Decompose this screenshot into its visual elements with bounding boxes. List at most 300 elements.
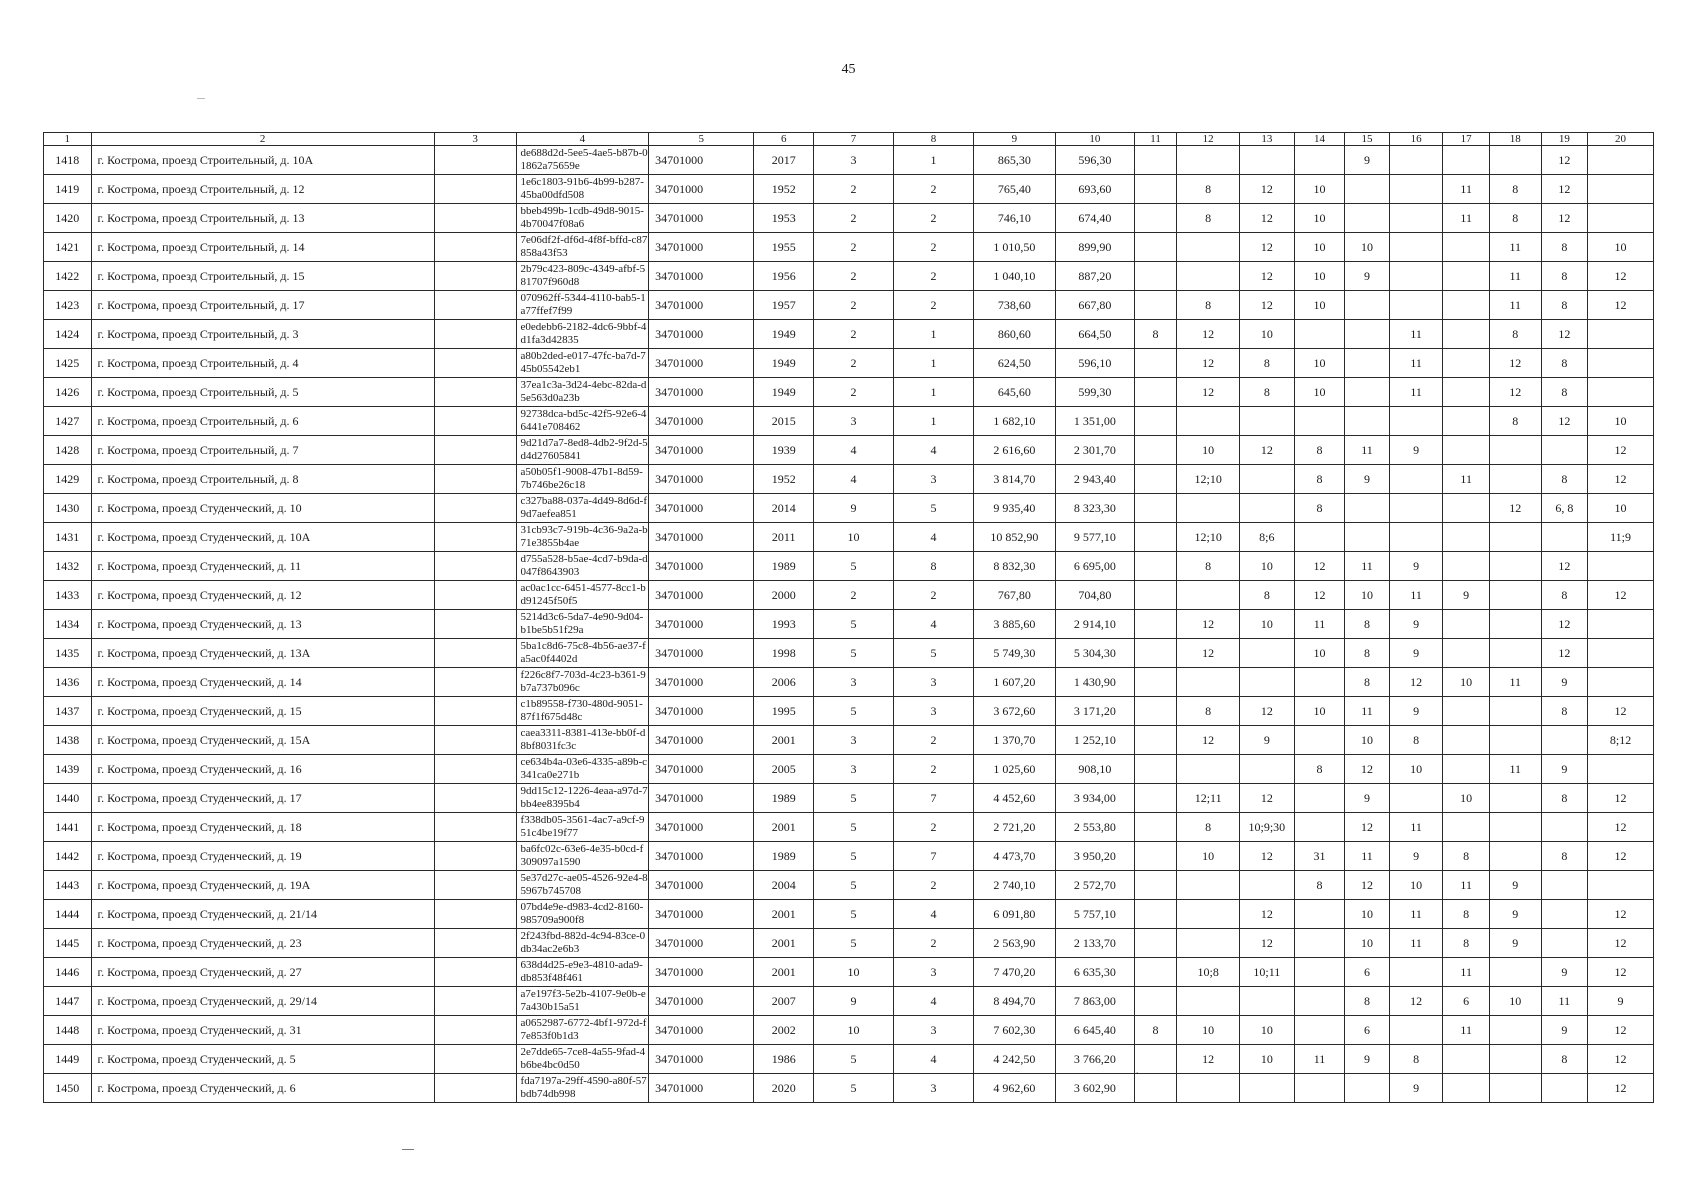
cell-col-20: 8;12 [1588,726,1654,755]
cell-col-20: 12 [1588,1016,1654,1045]
cell-col-19: 8 [1541,233,1588,262]
register-table [43,132,1654,1103]
cell-col-17: 10 [1443,784,1490,813]
cell-col-18: 8 [1489,320,1541,349]
cell-col-4: a50b05f1-9008-47b1-8d59-7b746be26c18 [516,465,649,494]
cell-col-8: 8 [893,552,973,581]
column-header-7: 7 [814,133,894,146]
cell-col-9: 3 672,60 [973,697,1055,726]
scan-mark [402,1149,414,1150]
cell-col-9: 8 832,30 [973,552,1055,581]
cell-col-1: 1442 [44,842,92,871]
cell-col-7: 2 [814,291,894,320]
cell-col-20 [1588,871,1654,900]
cell-col-1: 1420 [44,204,92,233]
cell-col-5: 34701000 [649,1074,754,1103]
cell-col-19: 8 [1541,842,1588,871]
cell-col-9: 1 370,70 [973,726,1055,755]
cell-col-6: 2007 [754,987,814,1016]
cell-col-7: 2 [814,581,894,610]
cell-col-16: 9 [1389,697,1443,726]
cell-col-14 [1294,929,1345,958]
cell-col-1: 1444 [44,900,92,929]
cell-col-12 [1177,929,1240,958]
cell-col-19: 11 [1541,987,1588,1016]
column-header-11: 11 [1134,133,1177,146]
cell-col-13 [1240,871,1295,900]
table-row [44,233,1654,262]
cell-col-20: 12 [1588,1074,1654,1103]
cell-col-1: 1450 [44,1074,92,1103]
cell-col-19 [1541,1074,1588,1103]
cell-col-6: 2001 [754,900,814,929]
cell-col-20: 12 [1588,784,1654,813]
cell-col-3 [434,842,516,871]
cell-col-3 [434,639,516,668]
cell-col-11 [1134,900,1177,929]
cell-col-16: 9 [1389,1074,1443,1103]
cell-col-10: 5 757,10 [1055,900,1134,929]
cell-col-17: 11 [1443,175,1490,204]
cell-col-13: 12 [1240,929,1295,958]
cell-col-17 [1443,378,1490,407]
table-row [44,697,1654,726]
cell-col-2: г. Кострома, проезд Студенческий, д. 16 [91,755,434,784]
cell-col-7: 2 [814,204,894,233]
cell-col-10: 596,30 [1055,146,1134,175]
cell-col-1: 1446 [44,958,92,987]
cell-col-18 [1489,1074,1541,1103]
cell-col-6: 1993 [754,610,814,639]
cell-col-2: г. Кострома, проезд Студенческий, д. 13 [91,610,434,639]
cell-col-1: 1447 [44,987,92,1016]
cell-col-20: 12 [1588,697,1654,726]
cell-col-15: 10 [1345,900,1390,929]
cell-col-14 [1294,726,1345,755]
column-header-18: 18 [1489,133,1541,146]
cell-col-1: 1424 [44,320,92,349]
cell-col-13: 10 [1240,320,1295,349]
cell-col-4: 31cb93c7-919b-4c36-9a2a-b71e3855b4ae [516,523,649,552]
cell-col-13: 12 [1240,842,1295,871]
cell-col-20: 12 [1588,958,1654,987]
cell-col-13 [1240,1074,1295,1103]
cell-col-11 [1134,639,1177,668]
cell-col-16 [1389,407,1443,436]
cell-col-12 [1177,668,1240,697]
column-header-10: 10 [1055,133,1134,146]
cell-col-15: 8 [1345,610,1390,639]
cell-col-5: 34701000 [649,146,754,175]
cell-col-7: 5 [814,784,894,813]
cell-col-11 [1134,494,1177,523]
cell-col-2: г. Кострома, проезд Строительный, д. 10А [91,146,434,175]
cell-col-6: 2001 [754,929,814,958]
cell-col-18 [1489,784,1541,813]
cell-col-19 [1541,726,1588,755]
cell-col-3 [434,378,516,407]
cell-col-20 [1588,552,1654,581]
cell-col-17: 11 [1443,465,1490,494]
cell-col-4: 2e7dde65-7ce8-4a55-9fad-4b6be4bc0d50 [516,1045,649,1074]
cell-col-19: 12 [1541,146,1588,175]
cell-col-8: 2 [893,291,973,320]
cell-col-13 [1240,755,1295,784]
cell-col-4: f338db05-3561-4ac7-a9cf-951c4be19f77 [516,813,649,842]
cell-col-13: 9 [1240,726,1295,755]
table-row [44,842,1654,871]
cell-col-11 [1134,262,1177,291]
table-row [44,291,1654,320]
cell-col-15: 11 [1345,842,1390,871]
cell-col-13: 10 [1240,552,1295,581]
cell-col-9: 767,80 [973,581,1055,610]
cell-col-11 [1134,349,1177,378]
table-row [44,900,1654,929]
cell-col-4: 5ba1c8d6-75c8-4b56-ae37-fa5ac0f4402d [516,639,649,668]
cell-col-7: 5 [814,639,894,668]
cell-col-15 [1345,349,1390,378]
cell-col-6: 2015 [754,407,814,436]
cell-col-5: 34701000 [649,842,754,871]
cell-col-6: 1949 [754,349,814,378]
cell-col-9: 4 452,60 [973,784,1055,813]
cell-col-20: 10 [1588,494,1654,523]
cell-col-11 [1134,1045,1177,1074]
cell-col-8: 2 [893,726,973,755]
column-header-12: 12 [1177,133,1240,146]
cell-col-12: 12 [1177,1045,1240,1074]
column-header-17: 17 [1443,133,1490,146]
cell-col-5: 34701000 [649,1016,754,1045]
cell-col-16: 11 [1389,813,1443,842]
cell-col-14: 8 [1294,494,1345,523]
cell-col-1: 1426 [44,378,92,407]
cell-col-4: ba6fc02c-63e6-4e35-b0cd-f309097a1590 [516,842,649,871]
cell-col-11 [1134,378,1177,407]
cell-col-4: 9d21d7a7-8ed8-4db2-9f2d-5d4d27605841 [516,436,649,465]
cell-col-15: 9 [1345,1045,1390,1074]
cell-col-1: 1425 [44,349,92,378]
cell-col-9: 738,60 [973,291,1055,320]
cell-col-10: 674,40 [1055,204,1134,233]
cell-col-3 [434,320,516,349]
cell-col-12: 8 [1177,175,1240,204]
cell-col-2: г. Кострома, проезд Студенческий, д. 31 [91,1016,434,1045]
cell-col-15: 12 [1345,871,1390,900]
table-row [44,378,1654,407]
cell-col-12: 12;10 [1177,465,1240,494]
cell-col-3 [434,871,516,900]
cell-col-8: 2 [893,755,973,784]
cell-col-14: 11 [1294,1045,1345,1074]
column-header-19: 19 [1541,133,1588,146]
cell-col-16: 11 [1389,929,1443,958]
cell-col-19: 8 [1541,581,1588,610]
cell-col-3 [434,523,516,552]
cell-col-3 [434,813,516,842]
cell-col-3 [434,697,516,726]
cell-col-16: 12 [1389,668,1443,697]
cell-col-19: 9 [1541,1016,1588,1045]
column-header-3: 3 [434,133,516,146]
cell-col-5: 34701000 [649,291,754,320]
cell-col-7: 5 [814,1074,894,1103]
cell-col-4: a7e197f3-5e2b-4107-9e0b-e7a430b15a51 [516,987,649,1016]
cell-col-2: г. Кострома, проезд Студенческий, д. 6 [91,1074,434,1103]
cell-col-20: 12 [1588,929,1654,958]
cell-col-2: г. Кострома, проезд Строительный, д. 5 [91,378,434,407]
cell-col-18: 11 [1489,291,1541,320]
cell-col-8: 3 [893,1016,973,1045]
cell-col-18: 10 [1489,987,1541,1016]
cell-col-10: 6 695,00 [1055,552,1134,581]
cell-col-13: 12 [1240,262,1295,291]
cell-col-2: г. Кострома, проезд Студенческий, д. 10А [91,523,434,552]
cell-col-1: 1429 [44,465,92,494]
cell-col-20 [1588,349,1654,378]
cell-col-4: ac0ac1cc-6451-4577-8cc1-bd91245f50f5 [516,581,649,610]
cell-col-15: 11 [1345,552,1390,581]
cell-col-17: 8 [1443,929,1490,958]
cell-col-16 [1389,291,1443,320]
cell-col-14 [1294,900,1345,929]
cell-col-8: 1 [893,320,973,349]
cell-col-2: г. Кострома, проезд Строительный, д. 17 [91,291,434,320]
cell-col-15 [1345,407,1390,436]
cell-col-20: 12 [1588,465,1654,494]
cell-col-10: 1 430,90 [1055,668,1134,697]
cell-col-17 [1443,813,1490,842]
cell-col-19 [1541,523,1588,552]
cell-col-7: 2 [814,233,894,262]
cell-col-3 [434,900,516,929]
cell-col-10: 2 572,70 [1055,871,1134,900]
cell-col-17 [1443,407,1490,436]
cell-col-18: 11 [1489,755,1541,784]
cell-col-20 [1588,668,1654,697]
cell-col-15: 11 [1345,697,1390,726]
cell-col-4: bbeb499b-1cdb-49d8-9015-4b70047f08a6 [516,204,649,233]
cell-col-6: 2014 [754,494,814,523]
scan-mark [197,98,205,99]
cell-col-15 [1345,204,1390,233]
cell-col-9: 3 885,60 [973,610,1055,639]
cell-col-16: 9 [1389,552,1443,581]
column-header-14: 14 [1294,133,1345,146]
cell-col-18: 9 [1489,900,1541,929]
cell-col-3 [434,929,516,958]
cell-col-9: 2 616,60 [973,436,1055,465]
cell-col-8: 7 [893,784,973,813]
table-row [44,1016,1654,1045]
page-number: 45 [841,62,856,77]
cell-col-10: 1 351,00 [1055,407,1134,436]
cell-col-6: 1949 [754,320,814,349]
cell-col-20 [1588,175,1654,204]
cell-col-5: 34701000 [649,697,754,726]
cell-col-9: 2 563,90 [973,929,1055,958]
cell-col-12: 8 [1177,204,1240,233]
cell-col-6: 1939 [754,436,814,465]
cell-col-9: 860,60 [973,320,1055,349]
cell-col-1: 1440 [44,784,92,813]
cell-col-7: 5 [814,900,894,929]
column-header-13: 13 [1240,133,1295,146]
cell-col-4: 070962ff-5344-4110-bab5-1a77ffef7f99 [516,291,649,320]
cell-col-12 [1177,755,1240,784]
cell-col-5: 34701000 [649,900,754,929]
cell-col-2: г. Кострома, проезд Строительный, д. 8 [91,465,434,494]
cell-col-19 [1541,436,1588,465]
cell-col-11 [1134,958,1177,987]
cell-col-5: 34701000 [649,639,754,668]
cell-col-3 [434,726,516,755]
cell-col-13 [1240,146,1295,175]
cell-col-18 [1489,1016,1541,1045]
cell-col-15 [1345,523,1390,552]
cell-col-15: 10 [1345,581,1390,610]
cell-col-17 [1443,146,1490,175]
cell-col-11 [1134,784,1177,813]
table-row [44,146,1654,175]
table-row [44,175,1654,204]
column-header-4: 4 [516,133,649,146]
cell-col-10: 3 766,20 [1055,1045,1134,1074]
cell-col-13: 12 [1240,233,1295,262]
cell-col-14: 12 [1294,552,1345,581]
cell-col-20 [1588,204,1654,233]
table-row [44,204,1654,233]
cell-col-10: 3 602,90 [1055,1074,1134,1103]
cell-col-5: 34701000 [649,668,754,697]
cell-col-2: г. Кострома, проезд Студенческий, д. 15А [91,726,434,755]
cell-col-1: 1432 [44,552,92,581]
cell-col-9: 7 470,20 [973,958,1055,987]
cell-col-8: 3 [893,1074,973,1103]
cell-col-15 [1345,291,1390,320]
cell-col-20: 12 [1588,262,1654,291]
cell-col-3 [434,465,516,494]
cell-col-7: 2 [814,378,894,407]
cell-col-1: 1433 [44,581,92,610]
cell-col-2: г. Кострома, проезд Строительный, д. 13 [91,204,434,233]
cell-col-6: 1952 [754,465,814,494]
cell-col-18: 12 [1489,349,1541,378]
cell-col-3 [434,610,516,639]
cell-col-10: 8 323,30 [1055,494,1134,523]
cell-col-7: 5 [814,842,894,871]
cell-col-16 [1389,262,1443,291]
cell-col-2: г. Кострома, проезд Студенческий, д. 19 [91,842,434,871]
cell-col-6: 2005 [754,755,814,784]
cell-col-8: 1 [893,407,973,436]
cell-col-11 [1134,755,1177,784]
cell-col-3 [434,291,516,320]
cell-col-3 [434,755,516,784]
table-row [44,523,1654,552]
cell-col-12: 12 [1177,726,1240,755]
table-row [44,552,1654,581]
cell-col-8: 2 [893,233,973,262]
cell-col-8: 3 [893,958,973,987]
cell-col-5: 34701000 [649,755,754,784]
cell-col-15: 9 [1345,784,1390,813]
cell-col-19: 9 [1541,958,1588,987]
cell-col-14: 10 [1294,262,1345,291]
cell-col-2: г. Кострома, проезд Студенческий, д. 11 [91,552,434,581]
cell-col-17 [1443,523,1490,552]
cell-col-14 [1294,1074,1345,1103]
cell-col-4: fda7197a-29ff-4590-a80f-57bdb74db998 [516,1074,649,1103]
cell-col-1: 1418 [44,146,92,175]
cell-col-8: 2 [893,581,973,610]
cell-col-11 [1134,233,1177,262]
cell-col-8: 2 [893,871,973,900]
table-row [44,494,1654,523]
cell-col-12: 10 [1177,436,1240,465]
cell-col-12: 10 [1177,1016,1240,1045]
cell-col-14: 8 [1294,436,1345,465]
cell-col-12 [1177,871,1240,900]
cell-col-12 [1177,1074,1240,1103]
cell-col-11 [1134,610,1177,639]
cell-col-7: 2 [814,349,894,378]
cell-col-9: 765,40 [973,175,1055,204]
cell-col-16: 8 [1389,726,1443,755]
cell-col-12: 12 [1177,639,1240,668]
cell-col-14 [1294,146,1345,175]
cell-col-14: 10 [1294,291,1345,320]
cell-col-7: 5 [814,813,894,842]
cell-col-10: 6 645,40 [1055,1016,1134,1045]
column-header-1: 1 [44,133,92,146]
cell-col-11 [1134,1074,1177,1103]
cell-col-5: 34701000 [649,349,754,378]
cell-col-6: 1955 [754,233,814,262]
cell-col-9: 746,10 [973,204,1055,233]
cell-col-9: 2 721,20 [973,813,1055,842]
cell-col-8: 1 [893,146,973,175]
cell-col-17: 11 [1443,958,1490,987]
cell-col-1: 1431 [44,523,92,552]
cell-col-14 [1294,813,1345,842]
cell-col-19 [1541,929,1588,958]
cell-col-1: 1419 [44,175,92,204]
cell-col-6: 2002 [754,1016,814,1045]
cell-col-19: 8 [1541,262,1588,291]
cell-col-19: 12 [1541,552,1588,581]
cell-col-10: 899,90 [1055,233,1134,262]
cell-col-1: 1438 [44,726,92,755]
cell-col-19: 12 [1541,610,1588,639]
cell-col-11 [1134,291,1177,320]
cell-col-13: 12 [1240,697,1295,726]
cell-col-20: 12 [1588,900,1654,929]
cell-col-17 [1443,320,1490,349]
cell-col-13: 8;6 [1240,523,1295,552]
cell-col-3 [434,262,516,291]
cell-col-15: 9 [1345,262,1390,291]
cell-col-15: 8 [1345,639,1390,668]
cell-col-12 [1177,233,1240,262]
cell-col-10: 704,80 [1055,581,1134,610]
cell-col-14: 10 [1294,204,1345,233]
cell-col-11 [1134,726,1177,755]
cell-col-6: 1986 [754,1045,814,1074]
cell-col-11 [1134,146,1177,175]
cell-col-14: 10 [1294,378,1345,407]
